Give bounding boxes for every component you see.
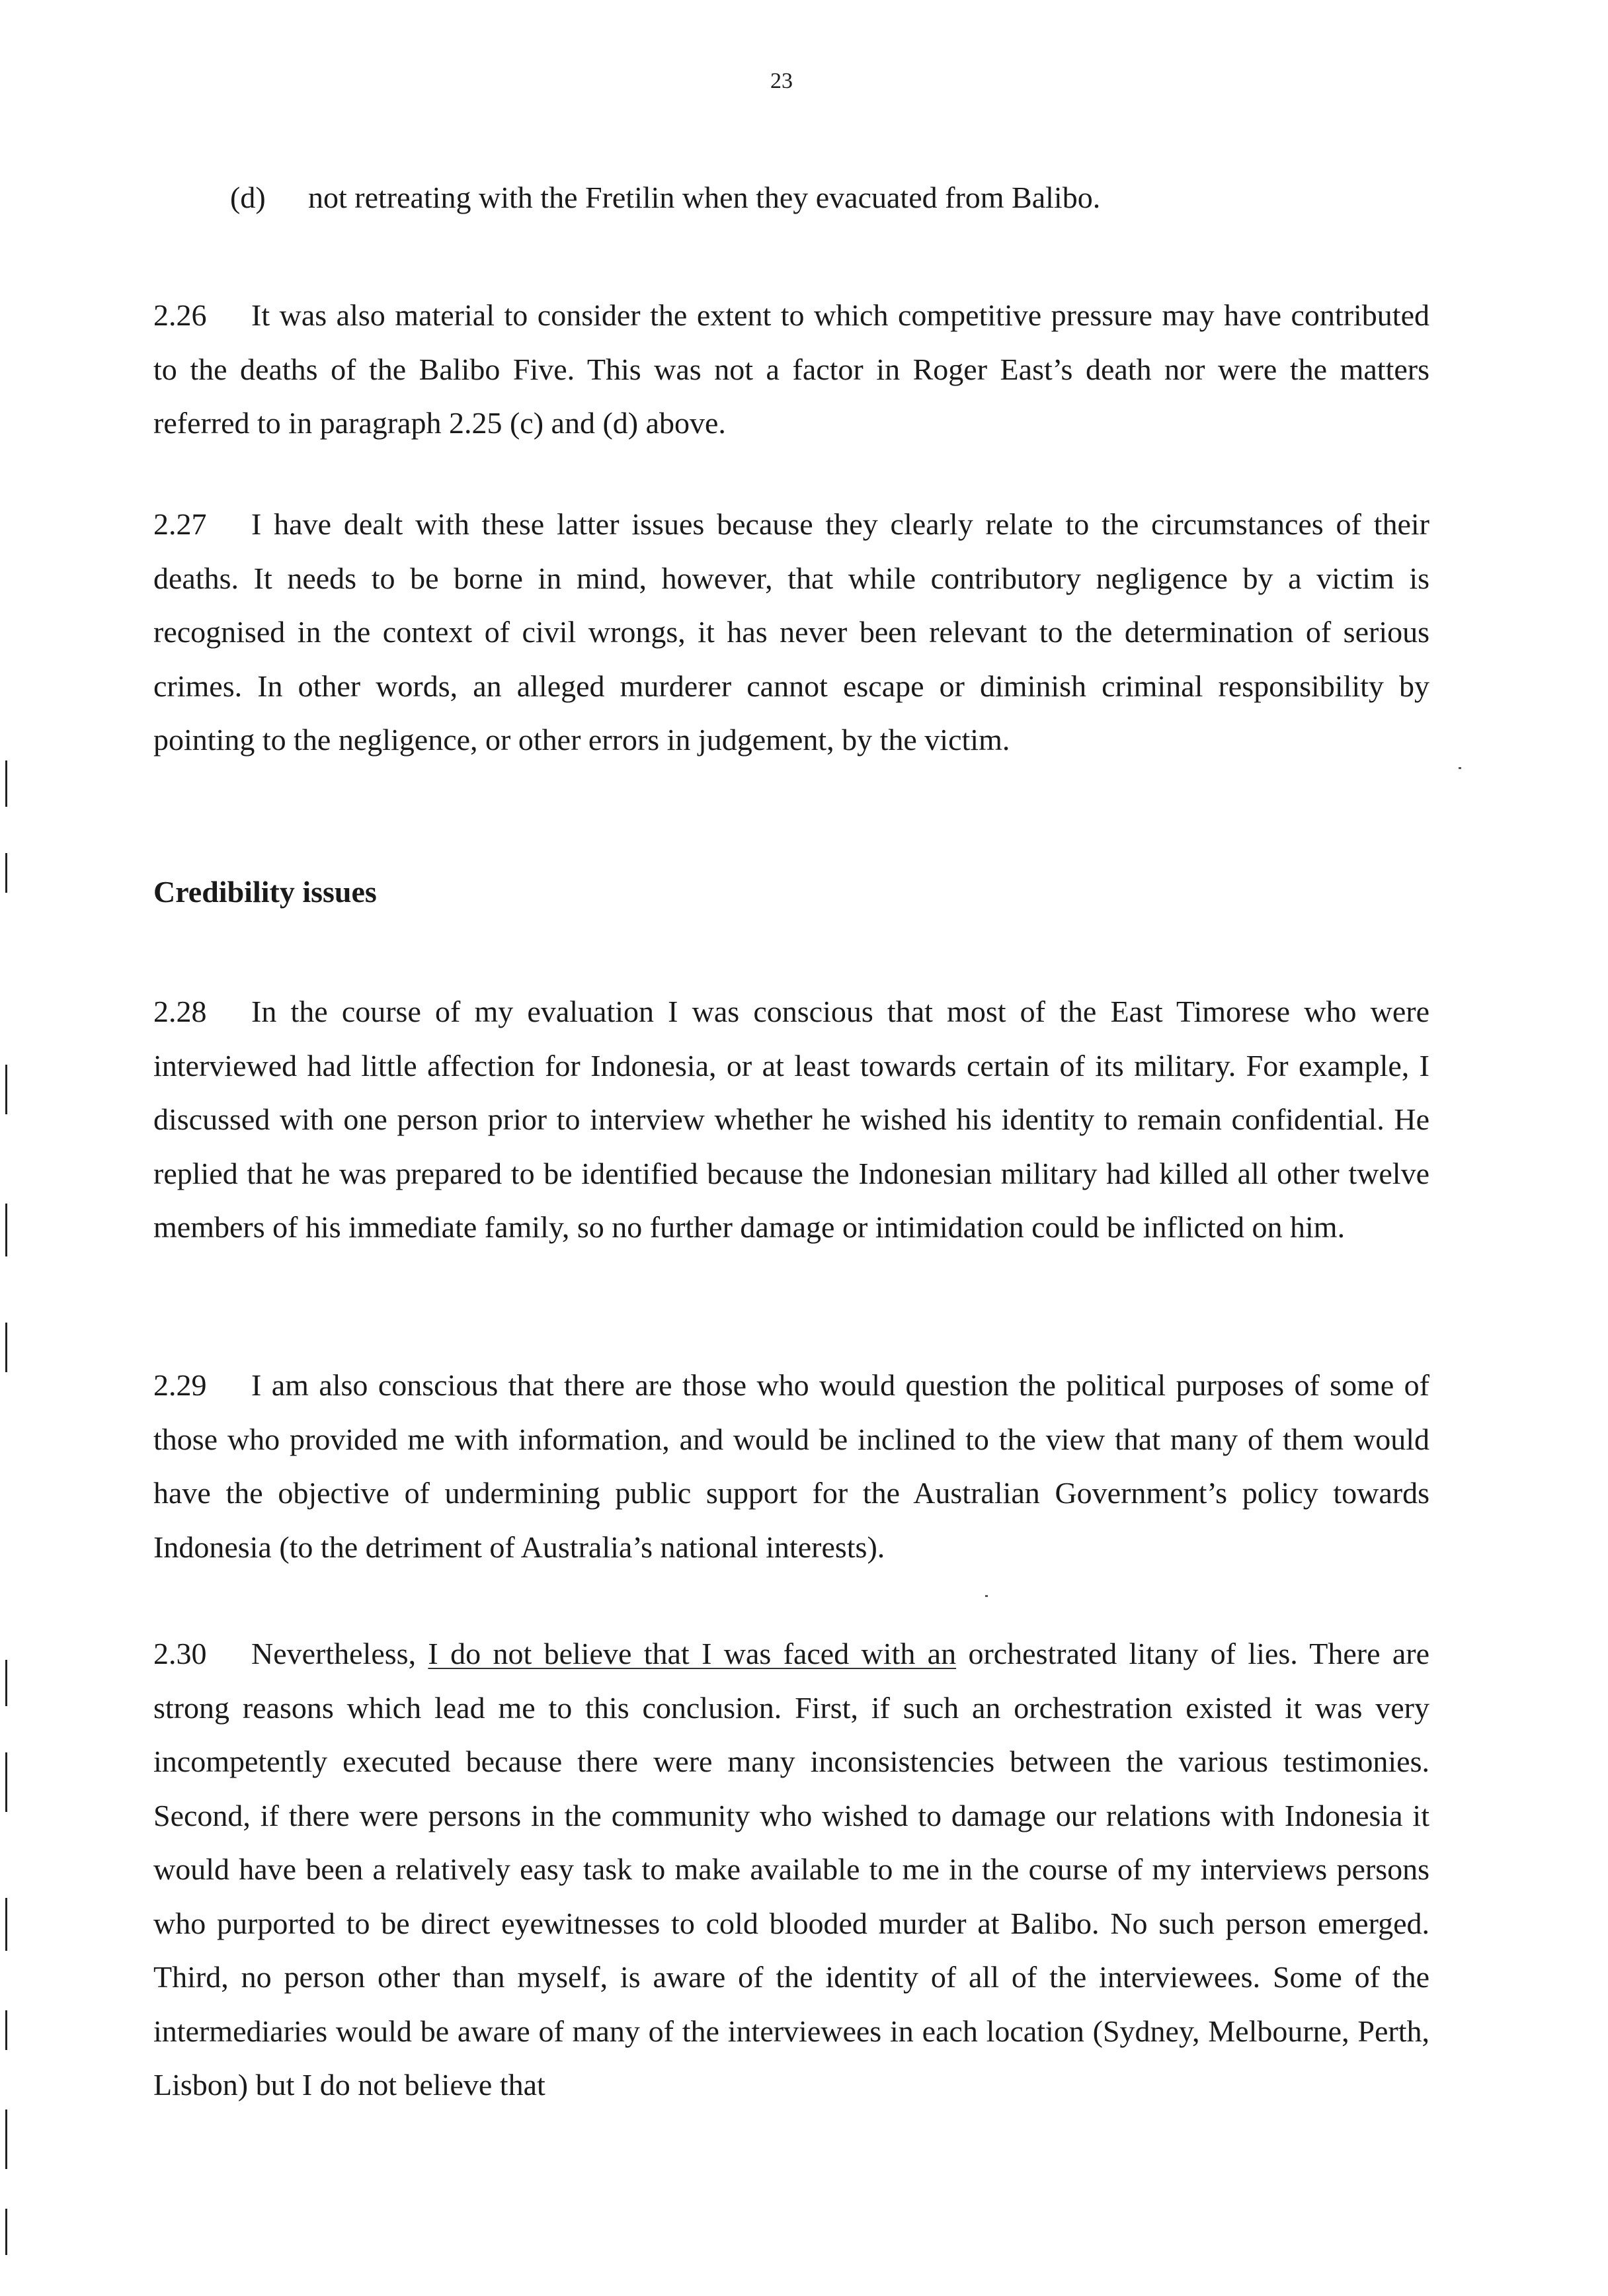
paragraph-text: I have dealt with these latter issues because they clearly relate to the circumstances of their deaths. It needs to be borne in mind, however, that while contributory negligence by a victim is recognised in the context of civil wrongs, it has never been relevant to the determination of serious crimes. In other words, an alleged murderer cannot escape or diminish criminal responsibility by pointing to the negligence, or other errors in judgement, by the victim. <box>153 507 1429 757</box>
scan-margin-mark <box>5 2209 7 2255</box>
scan-margin-mark <box>5 853 7 893</box>
paragraph-2-27 <box>153 497 1429 767</box>
scan-margin-mark <box>5 1752 7 1812</box>
section-heading: Credibility issues <box>153 875 377 909</box>
list-item-text: not retreating with the Fretilin when they evacuated from Balibo. <box>308 181 1101 214</box>
paragraph-2-30 <box>153 1627 1429 2112</box>
handwritten-underline: I do not believe that I was faced with an <box>428 1637 957 1670</box>
paragraph-text: In the course of my evaluation I was conscious that most of the East Timorese who were interviewed had little affection for Indonesia, or at least towards certain of its military. For example, I discussed with one person prior to interview whether he wished his identity to remain confidential. He replied that he was prepared to be identified because the Indonesian military had killed all other twelve members of his immediate family, so no further damage or intimidation could be inflicted on him. <box>153 995 1429 1244</box>
scan-margin-mark <box>5 1065 7 1114</box>
scan-margin-mark <box>5 1323 7 1372</box>
paragraph-text-rest: orchestrated litany of lies. There are strong reasons which lead me to this conclusion. First, if such an orchestration existed it was very incompetently executed because there were many inconsistencies between the various testimonies. Second, if there were persons in the community who wished to damage our relations with Indonesia it would have been a relatively easy task to make available to me in the course of my interviews persons who purported to be direct eyewitnesses to cold blooded murder at Balibo. No such person emerged. Third, no person other than myself, is aware of the identity of all of the interviewees. Some of the intermediaries would be aware of many of the interviewees in each location (Sydney, Melbourne, Perth, Lisbon) but I do not believe that <box>153 1637 1429 2102</box>
scan-margin-mark <box>5 2010 7 2050</box>
scan-speck <box>985 1595 988 1597</box>
scan-margin-mark <box>5 1898 7 1951</box>
page-number: 23 <box>770 69 793 93</box>
paragraph-number: 2.27 <box>153 507 207 541</box>
paragraph-2-29 <box>153 1358 1429 1574</box>
paragraph-2-26 <box>153 288 1429 450</box>
paragraph-number: 2.30 <box>153 1637 207 1670</box>
paragraph-number: 2.28 <box>153 995 207 1028</box>
paragraph-number: 2.26 <box>153 298 207 332</box>
paragraph-text: It was also material to consider the extent to which competitive pressure may have contributed to the deaths of the Balibo Five. This was not a factor in Roger East’s death nor were the matters referred to in paragraph 2.25 (c) and (d) above. <box>153 298 1429 440</box>
scan-margin-mark <box>5 1660 7 1706</box>
scan-speck <box>1459 767 1461 769</box>
scan-margin-mark <box>5 2110 7 2169</box>
paragraph-text-start: Nevertheless, <box>251 1637 428 1670</box>
paragraph-number: 2.29 <box>153 1368 207 1402</box>
scan-margin-mark <box>5 760 7 807</box>
list-item-d <box>230 180 1100 215</box>
paragraph-text: I am also conscious that there are those who would question the political purposes of some of those who provided me with information, and would be inclined to the view that many of them would have the objective of undermining public support for the Australian Government’s policy towards Indonesia (to the detriment of Australia’s national interests). <box>153 1368 1429 1564</box>
paragraph-2-28 <box>153 985 1429 1254</box>
scan-margin-mark <box>5 1204 7 1256</box>
list-item-label: (d) <box>230 181 266 214</box>
